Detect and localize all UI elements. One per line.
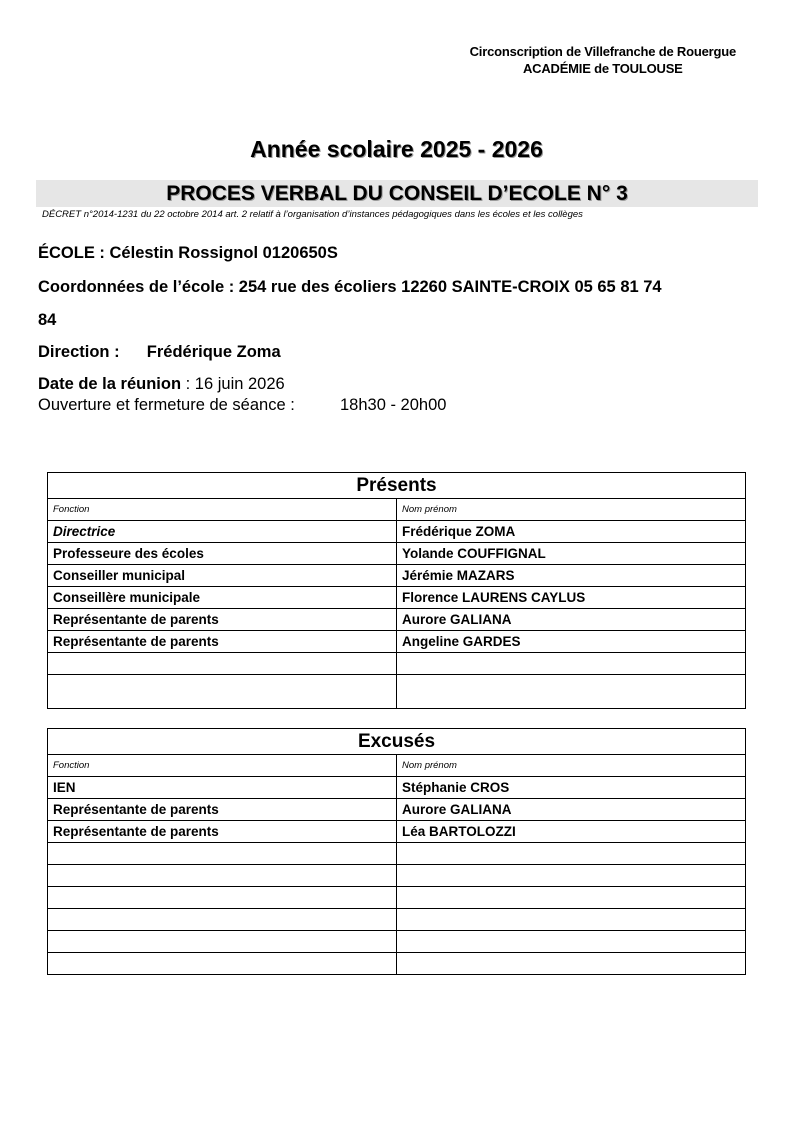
nom-cell: Aurore GALIANA <box>397 609 746 631</box>
nom-cell <box>397 843 746 865</box>
fonction-cell: Conseiller municipal <box>48 565 397 587</box>
table-row <box>48 777 746 799</box>
academie-text: ACADÉMIE de TOULOUSE <box>522 61 683 76</box>
fonction-cell: Directrice <box>48 521 397 543</box>
fonction-cell <box>48 843 397 865</box>
table-row <box>48 843 746 865</box>
nom-cell: Léa BARTOLOZZI <box>397 821 746 843</box>
table-row <box>48 887 746 909</box>
table-row <box>48 609 746 631</box>
nom-cell: Frédérique ZOMA <box>397 521 746 543</box>
fonction-cell: Représentante de parents <box>48 631 397 653</box>
fonction-cell <box>48 653 397 675</box>
excuses-col-fonction: Fonction <box>48 755 397 777</box>
header-block <box>470 43 736 77</box>
fonction-cell: Représentante de parents <box>48 821 397 843</box>
table-row <box>48 521 746 543</box>
nom-cell <box>397 675 746 709</box>
table-row <box>48 821 746 843</box>
seance-value: 18h30 - 20h00 <box>340 396 447 414</box>
decret-reference: DÉCRET n°2014-1231 du 22 octobre 2014 art. 2 relatif à l’organisation d’instances pédagogiques dans les écoles et les collèges <box>42 209 583 220</box>
excuses-col-nom: Nom prénom <box>397 755 746 777</box>
table-row <box>48 953 746 975</box>
table-row <box>48 865 746 887</box>
table-row <box>48 653 746 675</box>
nom-cell: Stéphanie CROS <box>397 777 746 799</box>
table-row <box>48 909 746 931</box>
circonscription-text: Circonscription de Villefranche de Rouergue <box>469 44 736 59</box>
pv-title: PROCES VERBAL DU CONSEIL D’ECOLE N° 3 <box>166 182 628 205</box>
excuses-table <box>47 728 746 975</box>
nom-cell <box>397 909 746 931</box>
date-label: Date de la réunion <box>38 375 182 393</box>
fonction-cell <box>48 675 397 709</box>
excuses-title: Excusés <box>48 729 746 755</box>
fonction-cell <box>48 909 397 931</box>
nom-cell: Aurore GALIANA <box>397 799 746 821</box>
coord-line-1: Coordonnées de l’école : 254 rue des écoliers 12260 SAINTE-CROIX 05 65 81 74 <box>38 278 662 296</box>
presents-col-fonction: Fonction <box>48 499 397 521</box>
direction-value: Frédérique Zoma <box>146 343 281 361</box>
nom-cell: Florence LAURENS CAYLUS <box>397 587 746 609</box>
seance-label: Ouverture et fermeture de séance : <box>38 396 295 414</box>
nom-cell: Yolande COUFFIGNAL <box>397 543 746 565</box>
ecole-label: ÉCOLE : <box>38 244 110 262</box>
table-row <box>48 587 746 609</box>
table-row <box>48 675 746 709</box>
table-row <box>48 543 746 565</box>
table-row <box>48 631 746 653</box>
nom-cell <box>397 887 746 909</box>
nom-cell <box>397 953 746 975</box>
pv-title-band <box>36 180 758 207</box>
nom-cell <box>397 865 746 887</box>
fonction-cell: IEN <box>48 777 397 799</box>
fonction-cell: Représentante de parents <box>48 609 397 631</box>
presents-title: Présents <box>48 473 746 499</box>
school-year-title: Année scolaire 2025 - 2026 <box>250 136 543 162</box>
presents-col-nom: Nom prénom <box>397 499 746 521</box>
fonction-cell <box>48 931 397 953</box>
ecole-line <box>38 244 338 263</box>
nom-cell <box>397 653 746 675</box>
presents-table <box>47 472 746 709</box>
fonction-cell <box>48 887 397 909</box>
date-line <box>38 375 285 394</box>
direction-label: Direction : <box>38 343 120 361</box>
fonction-cell <box>48 865 397 887</box>
fonction-cell: Professeure des écoles <box>48 543 397 565</box>
nom-cell <box>397 931 746 953</box>
fonction-cell <box>48 953 397 975</box>
fonction-cell: Représentante de parents <box>48 799 397 821</box>
direction-line <box>38 343 281 362</box>
nom-cell: Jérémie MAZARS <box>397 565 746 587</box>
ecole-value: Célestin Rossignol 0120650S <box>109 244 338 262</box>
nom-cell: Angeline GARDES <box>397 631 746 653</box>
fonction-cell: Conseillère municipale <box>48 587 397 609</box>
table-row <box>48 565 746 587</box>
table-row <box>48 931 746 953</box>
table-row <box>48 799 746 821</box>
coord-line-2: 84 <box>38 311 57 329</box>
date-value: : 16 juin 2026 <box>181 375 285 393</box>
seance-line <box>38 396 446 415</box>
